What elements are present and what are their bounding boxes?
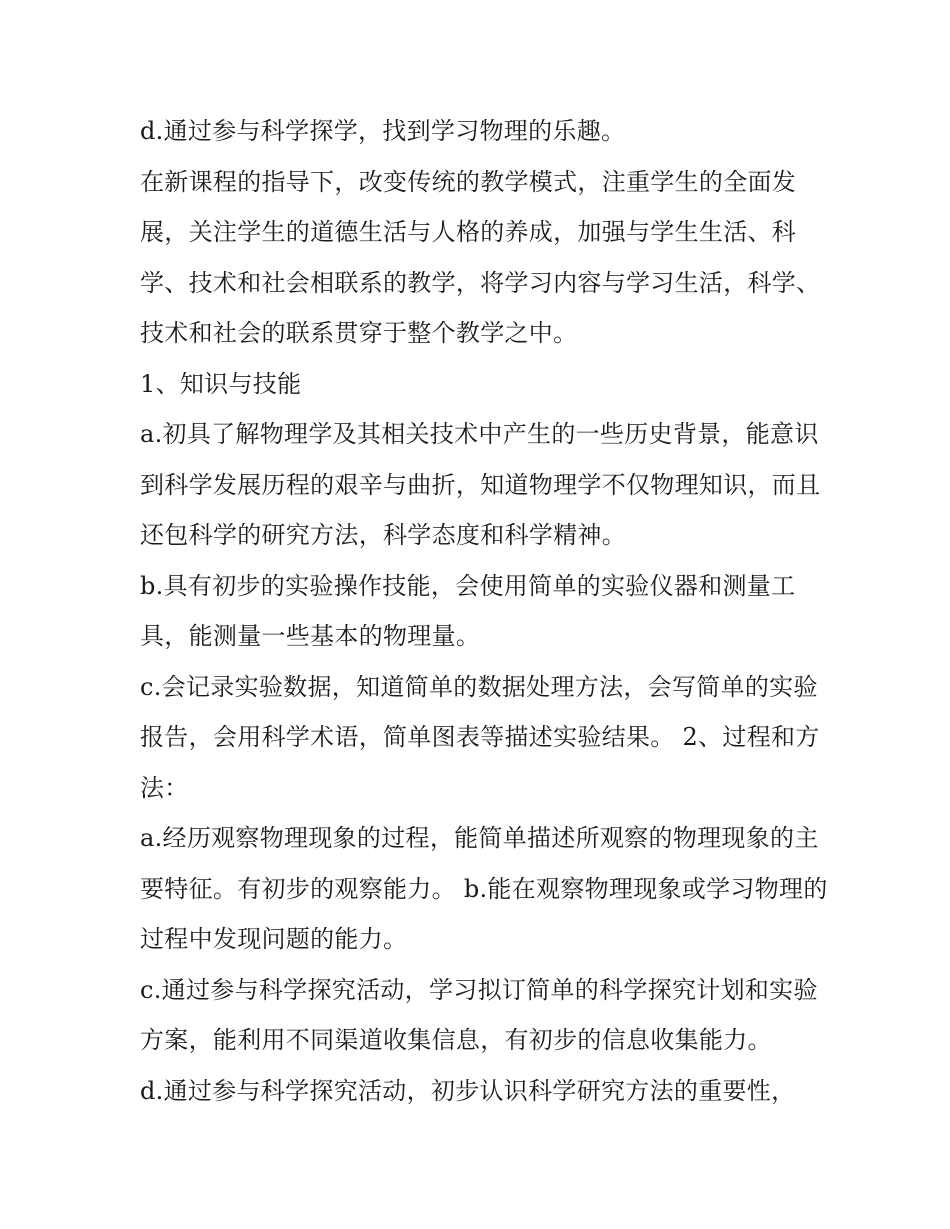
paragraph-knowledge-a: a.初具了解物理学及其相关技术中产生的一些历史背景，能意识到科学发展历程的艰辛与曲折，知道物理学不仅物理知识，而且还包科学的研究方法，科学态度和科学精神。 — [140, 420, 821, 549]
paragraph-process-a: a.经历观察物理现象的过程，能简单描述所观察的物理现象的主要特征。有初步的观察能力。 b.能在观察物理现象或学习物理的过程中发现问题的能力。 — [140, 824, 828, 953]
paragraph-knowledge-c: c.会记录实验数据，知道简单的数据处理方法，会写简单的实验报告，会用科学术语，简单图表等描述实验结果。 2、过程和方法： — [140, 672, 820, 802]
section-heading-knowledge-skills: 1、知识与技能 — [140, 369, 302, 398]
document-body — [140, 106, 830, 1116]
paragraph-intro: 在新课程的指导下，改变传统的教学模式，注重学生的全面发展，关注学生的道德生活与人格的养成，加强与学生生活、科学、技术和社会相联系的教学，将学习内容与学习生活，科学、技术和社会的联系贯穿于整个教学之中。 — [140, 167, 821, 347]
paragraph-process-d: d.通过参与科学探究活动，初步认识科学研究方法的重要性， — [140, 1076, 796, 1105]
paragraph-process-c: c.通过参与科学探究活动，学习拟订简单的科学探究计划和实验方案，能利用不同渠道收集信息，有初步的信息收集能力。 — [140, 975, 818, 1054]
paragraph-knowledge-b: b.具有初步的实验操作技能，会使用简单的实验仪器和测量工具，能测量一些基本的物理量。 — [140, 571, 796, 650]
paragraph-goal-d: d.通过参与科学探学，找到学习物理的乐趣。 — [140, 117, 626, 145]
